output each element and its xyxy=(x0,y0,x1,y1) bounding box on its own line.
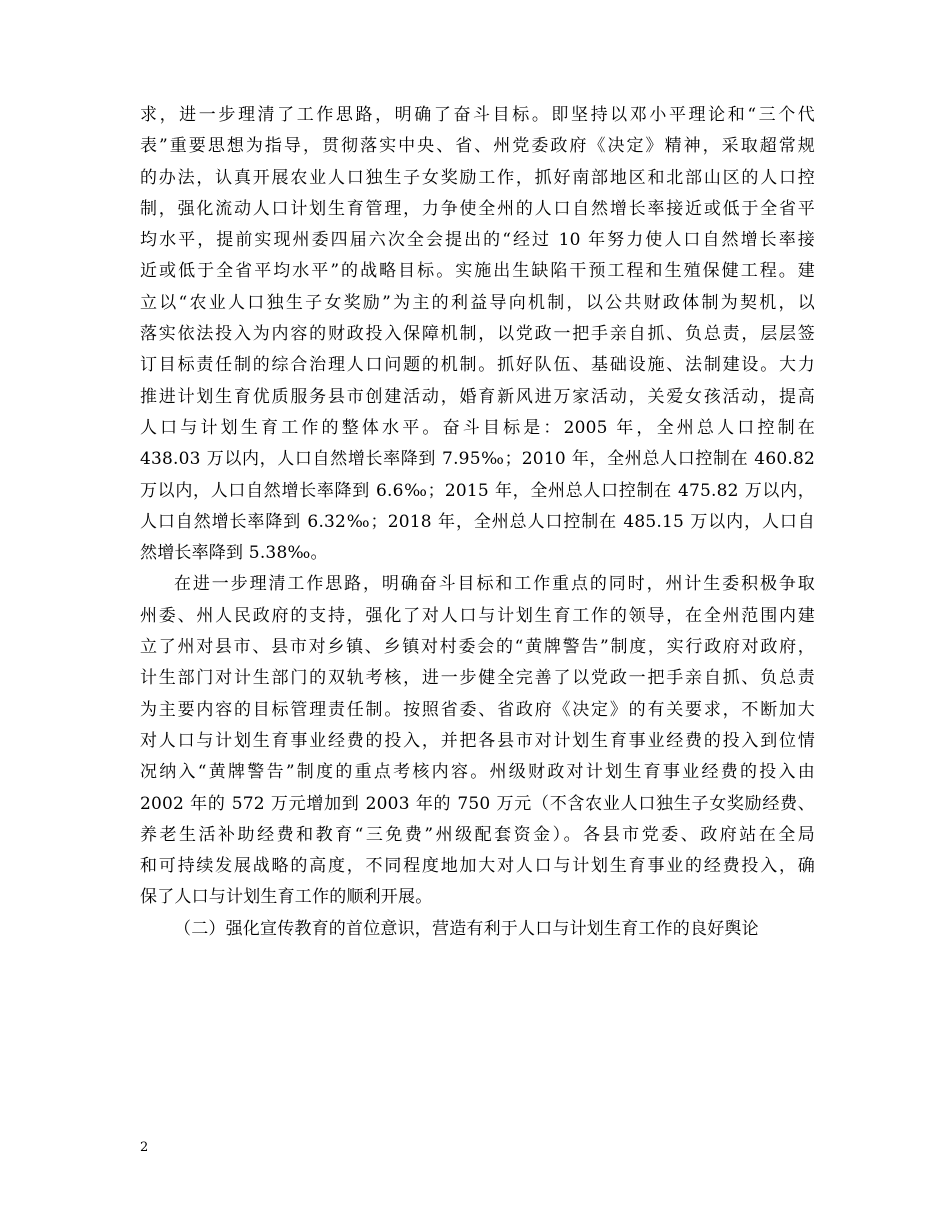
body-text xyxy=(140,100,815,945)
paragraph-1 xyxy=(140,100,815,569)
text-line: 然增长率降到 5.38‰。 xyxy=(140,543,328,564)
text-line: 推进计划生育优质服务县市创建活动，婚育新风进万家活动，关爱女孩活动，提高 xyxy=(140,386,815,407)
text-line: 人口与计划生育工作的整体水平。奋斗目标是：2005 年，全州总人口控制在 xyxy=(140,417,815,438)
text-line: 438.03 万以内，人口自然增长率降到 7.95‰；2010 年，全州总人口控制在 460.82 xyxy=(140,449,815,470)
text-line: 州委、州人民政府的支持，强化了对人口与计划生育工作的领导，在全州范围内建 xyxy=(140,605,815,626)
text-line: 立以“农业人口独生子女奖励”为主的利益导向机制，以公共财政体制为契机，以 xyxy=(140,292,815,313)
text-line: 的办法，认真开展农业人口独生子女奖励工作，抓好南部地区和北部山区的人口控 xyxy=(140,167,815,188)
paragraph-3 xyxy=(140,914,815,945)
text-line: 在进一步理清工作思路，明确奋斗目标和工作重点的同时，州计生委积极争取 xyxy=(174,574,815,595)
text-line: 万以内，人口自然增长率降到 6.6‰；2015 年，全州总人口控制在 475.82 万以内， xyxy=(140,480,815,501)
text-line: 人口自然增长率降到 6.32‰；2018 年，全州总人口控制在 485.15 万以内，人口自 xyxy=(140,511,815,532)
text-line: 均水平，提前实现州委四届六次全会提出的“经过 10 年努力使人口自然增长率接 xyxy=(140,230,815,251)
text-line: 求，进一步理清了工作思路，明确了奋斗目标。即坚持以邓小平理论和“三个代 xyxy=(140,105,815,125)
section-heading-line: （二）强化宣传教育的首位意识，营造有利于人口与计划生育工作的良好舆论 xyxy=(174,918,759,939)
text-line: 养老生活补助经费和教育“三免费”州级配套资金）。各县市党委、政府站在全局 xyxy=(140,824,815,845)
text-line: 表”重要思想为指导，贯彻落实中央、省、州党委政府《决定》精神，采取超常规 xyxy=(140,136,815,157)
text-line: 立了州对县市、县市对乡镇、乡镇对村委会的“黄牌警告”制度，实行政府对政府， xyxy=(140,637,815,658)
paragraph-2 xyxy=(140,569,815,913)
text-line: 落实依法投入为内容的财政投入保障机制，以党政一把手亲自抓、负总责，层层签 xyxy=(140,324,815,345)
text-line: 对人口与计划生育事业经费的投入，并把各县市对计划生育事业经费的投入到位情 xyxy=(140,730,815,751)
text-line: 计生部门对计生部门的双轨考核，进一步健全完善了以党政一把手亲自抓、负总责 xyxy=(140,668,815,689)
text-line: 保了人口与计划生育工作的顺利开展。 xyxy=(140,887,433,908)
text-line: 订目标责任制的综合治理人口问题的机制。抓好队伍、基础设施、法制建设。大力 xyxy=(140,355,815,376)
text-line: 和可持续发展战略的高度，不同程度地加大对人口与计划生育事业的经费投入，确 xyxy=(140,856,815,877)
text-line: 2002 年的 572 万元增加到 2003 年的 750 万元（不含农业人口独生子女奖励经费、 xyxy=(140,793,815,814)
page-number: 2 xyxy=(140,1140,149,1155)
text-line: 况纳入“黄牌警告”制度的重点考核内容。州级财政对计划生育事业经费的投入由 xyxy=(140,762,815,783)
text-line: 近或低于全省平均水平”的战略目标。实施出生缺陷干预工程和生殖保健工程。建 xyxy=(140,261,815,282)
text-line: 为主要内容的目标管理责任制。按照省委、省政府《决定》的有关要求，不断加大 xyxy=(140,699,815,720)
text-line: 制，强化流动人口计划生育管理，力争使全州的人口自然增长率接近或低于全省平 xyxy=(140,198,815,219)
